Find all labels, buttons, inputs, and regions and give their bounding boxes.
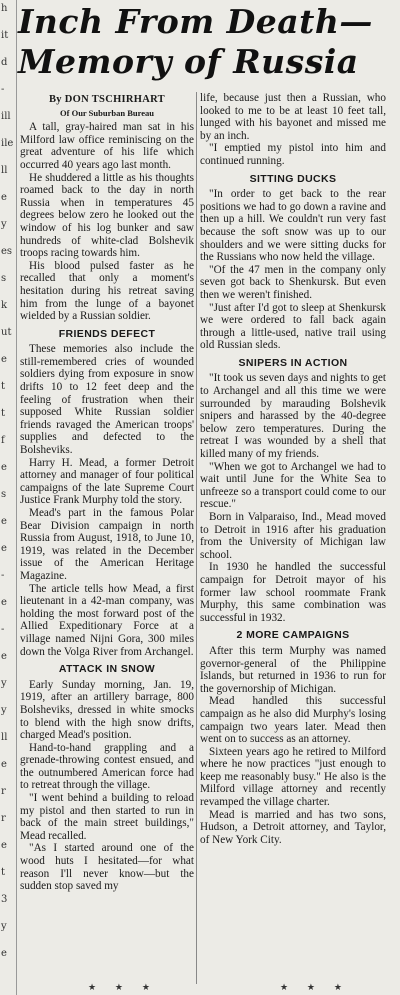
gutter-fragment: e — [1, 651, 7, 662]
gutter-fragment: s — [1, 489, 7, 500]
gutter-fragment: ile — [1, 138, 14, 149]
gutter-fragment: k — [1, 300, 8, 311]
headline-line-2: Memory of Russia — [18, 42, 359, 81]
gutter-fragment: - — [1, 570, 5, 581]
gutter-fragment: e — [1, 462, 7, 473]
paragraph: Hand-to-hand grappling and a grenade-throwing contest ensued, and the outnumbered American force had to retreat through the village. — [20, 741, 194, 792]
paragraph: Born in Valparaiso, Ind., Mead moved to Detroit in 1916 after his graduation from the University of Michigan law school. — [200, 511, 386, 561]
gutter-fragment: e — [1, 516, 7, 527]
subheading: SNIPERS IN ACTION — [238, 356, 348, 369]
gutter-fragment: ll — [1, 732, 8, 743]
paragraph: "Of the 47 men in the company only seven got back to Shenkursk. But even then we weren't finished. — [200, 263, 386, 301]
paragraph: A tall, gray-haired man sat in his Milford law office reminiscing on the great adventure of his life which occurred 40 years ago last month. — [20, 121, 194, 171]
gutter-fragment: t — [1, 381, 6, 392]
headline-line-1: Inch From Death— — [18, 2, 373, 41]
paragraph: After this term Murphy was named governor-general of the Philippine Islands, but returned in 1936 to run for the governorship of Michigan. — [200, 644, 386, 695]
subheading: FRIENDS DEFECT — [58, 327, 156, 340]
gutter-fragment: e — [1, 840, 7, 851]
paragraph: In 1930 he handled the successful campaign for Detroit mayor of his former law school roommate Frank Murphy, this same combination was successful in 1932. — [200, 561, 386, 624]
ornament-stars-right: ★ ★ ★ — [280, 983, 350, 993]
article-column-right — [200, 92, 386, 982]
byline: By DON TSCHIRHART — [49, 94, 165, 105]
gutter-fragment: e — [1, 192, 7, 203]
gutter-fragment: t — [1, 867, 6, 878]
gutter-fragment: r — [1, 786, 6, 797]
column-rule — [196, 92, 197, 984]
gutter-fragment: es — [1, 246, 13, 257]
gutter-fragment: it — [1, 30, 9, 41]
ornament-stars-left: ★ ★ ★ — [88, 983, 158, 993]
gutter-fragment: e — [1, 543, 7, 554]
subheading: SITTING DUCKS — [249, 172, 337, 185]
gutter-fragment: 3 — [1, 894, 8, 905]
paragraph: "I emptied my pistol into him and continued running. — [200, 142, 386, 167]
paragraph: Mead's part in the famous Polar Bear Division campaign in north Russia from August, 1918, to June 10, 1919, was related in the December issue of the American Heritage Magazine. — [20, 507, 194, 582]
paragraph: Early Sunday morning, Jan. 19, 1919, after an artillery barrage, 800 Bolsheviks, dressed in white smocks to blend with the high snow drifts, charged Mead's position. — [20, 678, 194, 742]
paragraph: "Just after I'd got to sleep at Shenkursk we were ordered to fall back again through a little-used, native trail using old Russian sleds. — [200, 301, 386, 352]
gutter-fragment: s — [1, 273, 7, 284]
gutter-fragment: y — [1, 921, 7, 932]
paragraph: "In order to get back to the rear positions we had to go down a ravine and then up a hill. We couldn't run very fast because the soft snow was up to our shoulders and we were sitting ducks for the Russians who now held the village. — [200, 188, 386, 264]
paragraph: Sixteen years ago he retired to Milford where he now practices "just enough to keep me reasonably busy." He also is the Milford village attorney and recently revamped the village charter. — [200, 745, 386, 809]
gutter-fragment: e — [1, 354, 7, 365]
subheading: 2 MORE CAMPAIGNS — [236, 629, 350, 642]
paragraph: Mead handled this successful campaign as he also did Murphy's losing campaign two years later. Mead then went on to success as an attorney. — [200, 695, 386, 746]
gutter-fragment: e — [1, 759, 7, 770]
paragraph: "When we got to Archangel we had to wait until June for the White Sea to unfreeze so a transport could come to our rescue." — [200, 460, 386, 511]
previous-column-bleed — [0, 0, 17, 995]
gutter-fragment: ll — [1, 165, 8, 176]
paragraph: Harry H. Mead, a former Detroit attorney and manager of four political campaigns of the late Supreme Court Justice Frank Murphy told the story. — [20, 456, 194, 507]
paragraph: life, because just then a Russian, who looked to me to be at least 10 feet tall, lunged with his bayonet and missed me by an inch. — [200, 92, 386, 142]
gutter-fragment: r — [1, 813, 6, 824]
gutter-fragment: f — [1, 435, 5, 446]
article-column-left — [20, 92, 194, 982]
gutter-fragment: y — [1, 219, 7, 230]
gutter-fragment: e — [1, 597, 7, 608]
paragraph: Mead is married and has two sons, Hudson, a Detroit attorney, and Taylor, of New York City. — [200, 808, 386, 846]
gutter-fragment: - — [1, 84, 5, 95]
gutter-fragment: y — [1, 678, 7, 689]
paragraph: "It took us seven days and nights to get to Archangel and all this time we were surrounded by marauding Bolshevik snipers and harassed by the 40-degree below zero temperatures. During the retreat I was wounded by a shell that killed many of my friends. — [200, 372, 386, 461]
gutter-fragment: y — [1, 705, 7, 716]
paragraph: These memories also include the still-remembered cries of wounded soldiers dying from exposure in snow drifts 10 to 12 feet deep and the feeling of frustration when their supposed White Russian soldier friends ravaged the American troops' supplies and defected to the Bolsheviks. — [20, 343, 194, 457]
gutter-fragment: ill — [1, 111, 11, 122]
headline — [18, 2, 398, 82]
paragraph: He shuddered a little as his thoughts roamed back to the day in north Russia when in temperatures 45 degrees below zero he looked out the window of his log bunker and saw hundreds of white-clad Bolshevik troops racing towards him. — [20, 171, 194, 260]
gutter-fragment: t — [1, 408, 6, 419]
paragraph: "I went behind a building to reload my pistol and then started to run in back of the main street buildings," Mead recalled. — [20, 792, 194, 842]
subheading: ATTACK IN SNOW — [58, 663, 156, 676]
paragraph: His blood pulsed faster as he recalled that only a moment's hesitation during his retreat saving him from the lunge of a bayonet wielded by a Russian soldier. — [20, 259, 194, 323]
gutter-fragment: d — [1, 57, 8, 68]
paragraph: The article tells how Mead, a first lieutenant in a 42-man company, was holding the most forward post of the Allied Expeditionary Force at a village named Nijni Gora, 300 miles down the Volga River from Archangel. — [20, 582, 194, 658]
gutter-fragment: e — [1, 948, 7, 959]
gutter-fragment: - — [1, 624, 5, 635]
bureau-credit: Of Our Suburban Bureau — [60, 107, 154, 118]
gutter-fragment: ut — [1, 327, 12, 338]
paragraph: "As I started around one of the wood huts I hesitated—for what reason I'll never know—but the sudden stop saved my — [20, 842, 194, 893]
gutter-fragment: h — [1, 3, 8, 14]
